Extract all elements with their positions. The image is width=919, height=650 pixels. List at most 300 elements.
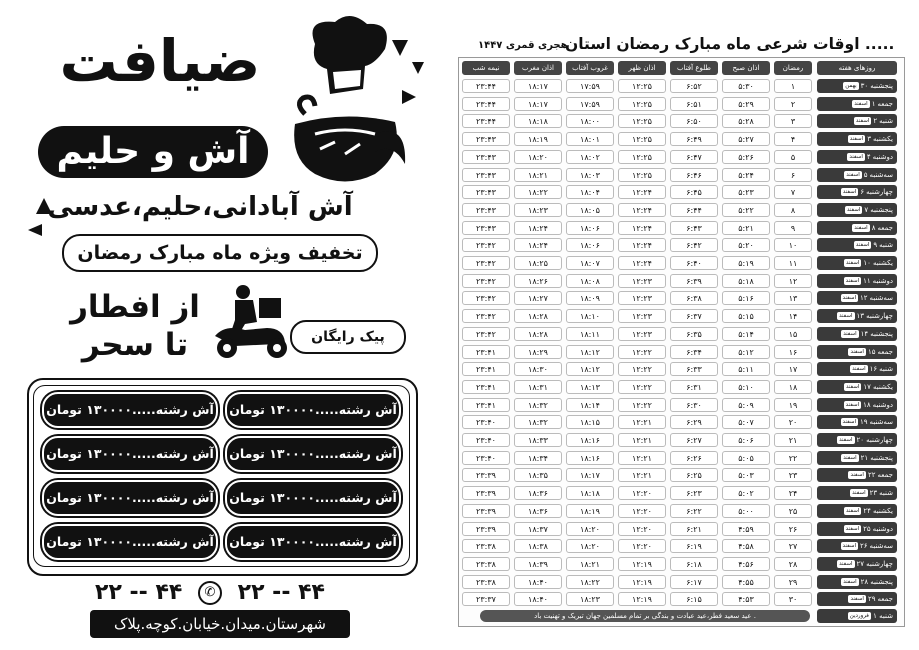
phone-number: ۲۲ -- ۴۴ [237, 580, 325, 605]
cell-weekday [817, 79, 897, 93]
cell-fajr: ۵:۱۶ [722, 291, 770, 305]
cell-day-num: ۳۰ [860, 82, 869, 90]
cell-sunset: ۱۸:۲۰ [566, 522, 614, 536]
cell-dhuhr: ۱۲:۲۵ [618, 150, 666, 164]
menu-price-item: آش رشته.....۱۳۰۰۰۰ تومان [42, 436, 218, 472]
cell-weekday [817, 238, 897, 252]
cell-sunset: ۱۸:۲۰ [566, 539, 614, 553]
cell-dhuhr: ۱۲:۲۱ [618, 451, 666, 465]
cell-fajr: ۵:۲۷ [722, 132, 770, 146]
cell-maghrib: ۱۸:۱۷ [514, 79, 562, 93]
cell-fajr: ۵:۲۳ [722, 185, 770, 199]
cell-fajr: ۵:۱۰ [722, 380, 770, 394]
cell-ramadan: ۸ [774, 203, 812, 217]
cell-month: اسفند [842, 419, 856, 425]
cell-day-name: چهارشنبه [866, 560, 893, 568]
cell-sunset: ۱۸:۱۰ [566, 309, 614, 323]
cell-sunset: ۱۸:۱۹ [566, 504, 614, 518]
cell-day-name: چهارشنبه [866, 188, 893, 196]
cell-dhuhr: ۱۲:۲۵ [618, 97, 666, 111]
cell-midnight: ۲۳:۴۳ [462, 132, 510, 146]
cell-midnight: ۲۳:۳۸ [462, 557, 510, 571]
cell-weekday [817, 274, 897, 288]
phone-number: ۲۲ -- ۴۴ [95, 580, 183, 605]
cell-midnight: ۲۳:۴۳ [462, 150, 510, 164]
cell-ramadan: ۲۹ [774, 575, 812, 589]
cell-month: اسفند [846, 172, 860, 178]
footer-day-cell [817, 609, 897, 623]
cell-sunset: ۱۸:۰۸ [566, 274, 614, 288]
cell-maghrib: ۱۸:۲۱ [514, 168, 562, 182]
cell-day-num: ۲۰ [856, 436, 865, 444]
cell-maghrib: ۱۸:۱۹ [514, 132, 562, 146]
cell-midnight: ۲۳:۴۰ [462, 451, 510, 465]
decor-triangle [412, 62, 424, 74]
cell-ramadan: ۳۰ [774, 592, 812, 606]
cell-dhuhr: ۱۲:۲۰ [618, 522, 666, 536]
cell-weekday [817, 468, 897, 482]
cell-month: اسفند [850, 472, 864, 478]
cell-dhuhr: ۱۲:۲۳ [618, 309, 666, 323]
cell-midnight: ۲۳:۴۱ [462, 345, 510, 359]
cell-sunrise: ۶:۴۲ [670, 238, 718, 252]
cell-weekday [817, 97, 897, 111]
cell-month: اسفند [846, 207, 861, 213]
cell-dhuhr: ۱۲:۲۲ [618, 398, 666, 412]
cell-weekday [817, 433, 897, 447]
cell-weekday [817, 575, 897, 589]
cell-month: بهمن [845, 83, 857, 89]
cell-dhuhr: ۱۲:۲۳ [618, 327, 666, 341]
cell-month: اسفند [845, 278, 860, 284]
cell-fajr: ۴:۵۸ [722, 539, 770, 553]
menu-price-item: آش رشته.....۱۳۰۰۰۰ تومان [225, 524, 401, 560]
cell-weekday [817, 309, 897, 323]
table-subtitle: ۱۴۴۷ هجری قمری [478, 40, 568, 51]
cell-midnight: ۲۳:۴۲ [462, 309, 510, 323]
cell-fajr: ۵:۰۵ [722, 451, 770, 465]
cell-maghrib: ۱۸:۴۰ [514, 592, 562, 606]
cell-month: اسفند [855, 242, 870, 248]
cell-dhuhr: ۱۲:۲۱ [618, 468, 666, 482]
cell-midnight: ۲۳:۴۳ [462, 203, 510, 217]
cell-day-name: شنبه [879, 241, 893, 249]
cell-fajr: ۵:۳۰ [722, 79, 770, 93]
cell-midnight: ۲۳:۴۰ [462, 433, 510, 447]
cell-sunrise: ۶:۱۸ [670, 557, 718, 571]
cell-day-num: ۱۳ [856, 312, 865, 320]
cell-midnight: ۲۳:۳۹ [462, 504, 510, 518]
cell-maghrib: ۱۸:۳۵ [514, 468, 562, 482]
cell-fajr: ۵:۰۷ [722, 415, 770, 429]
cell-sunrise: ۶:۳۱ [670, 380, 718, 394]
cell-day-name: پنجشنبه [870, 206, 893, 214]
cell-sunrise: ۶:۱۷ [670, 575, 718, 589]
cell-month: اسفند [845, 260, 860, 266]
cell-maghrib: ۱۸:۲۷ [514, 291, 562, 305]
cell-fajr: ۵:۱۲ [722, 345, 770, 359]
cell-sunrise: ۶:۳۸ [670, 291, 718, 305]
cell-month: اسفند [845, 526, 860, 532]
cell-maghrib: ۱۸:۳۲ [514, 415, 562, 429]
cell-midnight: ۲۳:۳۹ [462, 522, 510, 536]
footer-day-num: ۱ [873, 612, 877, 620]
cell-ramadan: ۱۸ [774, 380, 812, 394]
cell-dhuhr: ۱۲:۱۹ [618, 575, 666, 589]
cell-fajr: ۵:۲۰ [722, 238, 770, 252]
cell-month: اسفند [839, 437, 853, 443]
cell-day-name: یکشنبه [872, 507, 893, 515]
cell-fajr: ۵:۱۸ [722, 274, 770, 288]
cell-sunset: ۱۸:۰۶ [566, 221, 614, 235]
cell-dhuhr: ۱۲:۲۵ [618, 79, 666, 93]
cell-fajr: ۵:۰۳ [722, 468, 770, 482]
cell-sunset: ۱۸:۰۱ [566, 132, 614, 146]
cell-day-name: یکشنبه [872, 259, 893, 267]
cell-fajr: ۵:۰۰ [722, 504, 770, 518]
cell-sunrise: ۶:۳۹ [670, 274, 718, 288]
cell-day-num: ۲۴ [863, 507, 871, 515]
cell-dhuhr: ۱۲:۲۵ [618, 114, 666, 128]
decor-triangle [402, 90, 416, 104]
menu-price-item: آش رشته.....۱۳۰۰۰۰ تومان [225, 480, 401, 516]
cell-fajr: ۵:۰۹ [722, 398, 770, 412]
cell-ramadan: ۴ [774, 132, 812, 146]
cell-ramadan: ۲۳ [774, 468, 812, 482]
cell-day-name: سه‌شنبه [869, 171, 893, 179]
cell-midnight: ۲۳:۴۱ [462, 380, 510, 394]
cell-fajr: ۵:۲۹ [722, 97, 770, 111]
cell-month: اسفند [845, 508, 860, 514]
cell-day-num: ۱۶ [869, 365, 878, 373]
footer-month: فروردین [849, 613, 869, 619]
cell-midnight: ۲۳:۴۳ [462, 221, 510, 235]
cell-sunrise: ۶:۱۹ [670, 539, 718, 553]
cell-sunset: ۱۸:۱۲ [566, 345, 614, 359]
cell-midnight: ۲۳:۴۰ [462, 415, 510, 429]
cell-weekday [817, 415, 897, 429]
cell-maghrib: ۱۸:۳۶ [514, 504, 562, 518]
cell-sunrise: ۶:۳۰ [670, 398, 718, 412]
cell-day-num: ۶ [860, 188, 865, 196]
cell-month: اسفند [845, 384, 860, 390]
cell-day-name: دوشنبه [872, 525, 893, 533]
cell-weekday [817, 451, 897, 465]
cell-weekday [817, 380, 897, 394]
cell-month: اسفند [839, 561, 853, 567]
cell-day-num: ۱۹ [860, 418, 868, 426]
cell-ramadan: ۷ [774, 185, 812, 199]
cell-dhuhr: ۱۲:۲۲ [618, 362, 666, 376]
cell-sunset: ۱۸:۰۵ [566, 203, 614, 217]
cell-ramadan: ۵ [774, 150, 812, 164]
header-weekday: روزهای هفته [817, 61, 897, 75]
cell-dhuhr: ۱۲:۲۵ [618, 132, 666, 146]
cell-sunset: ۱۸:۰۳ [566, 168, 614, 182]
cell-midnight: ۲۳:۴۴ [462, 114, 510, 128]
cell-sunset: ۱۸:۱۱ [566, 327, 614, 341]
cell-weekday [817, 504, 897, 518]
cell-midnight: ۲۳:۴۲ [462, 256, 510, 270]
cell-ramadan: ۱۱ [774, 256, 812, 270]
cell-maghrib: ۱۸:۲۴ [514, 238, 562, 252]
cell-day-num: ۹ [873, 241, 878, 249]
cell-day-num: ۱۵ [867, 348, 876, 356]
cell-weekday [817, 168, 897, 182]
cell-midnight: ۲۳:۴۱ [462, 362, 510, 376]
cell-ramadan: ۳ [774, 114, 812, 128]
cell-day-name: چهارشنبه [866, 436, 893, 444]
cell-dhuhr: ۱۲:۲۰ [618, 539, 666, 553]
phone-icon: ✆ [198, 581, 222, 605]
cell-day-name: سه‌شنبه [869, 542, 893, 550]
cell-dhuhr: ۱۲:۲۴ [618, 256, 666, 270]
cell-weekday [817, 345, 897, 359]
cell-day-num: ۵ [863, 171, 868, 179]
phone-numbers [60, 580, 360, 605]
cell-midnight: ۲۳:۴۳ [462, 168, 510, 182]
cell-month: اسفند [854, 225, 868, 231]
cell-sunrise: ۶:۲۵ [670, 468, 718, 482]
cell-day-num: ۴ [866, 153, 871, 161]
discount-banner: تخفیف ویژه ماه مبارک رمضان [62, 234, 378, 272]
cell-sunrise: ۶:۱۵ [670, 592, 718, 606]
cell-day-name: جمعه [877, 348, 893, 356]
cell-midnight: ۲۳:۴۲ [462, 238, 510, 252]
cell-fajr: ۵:۱۱ [722, 362, 770, 376]
menu-price-item: آش رشته.....۱۳۰۰۰۰ تومان [42, 480, 218, 516]
cell-midnight: ۲۳:۴۲ [462, 291, 510, 305]
cell-sunrise: ۶:۴۰ [670, 256, 718, 270]
cell-ramadan: ۲۵ [774, 504, 812, 518]
cell-dhuhr: ۱۲:۲۴ [618, 185, 666, 199]
cell-ramadan: ۱۰ [774, 238, 812, 252]
cell-maghrib: ۱۸:۲۸ [514, 327, 562, 341]
cell-ramadan: ۲ [774, 97, 812, 111]
cell-day-name: پنجشنبه [870, 330, 893, 338]
cell-weekday [817, 185, 897, 199]
cell-day-name: جمعه [877, 224, 893, 232]
cell-dhuhr: ۱۲:۲۴ [618, 203, 666, 217]
menu-price-item: آش رشته.....۱۳۰۰۰۰ تومان [225, 392, 401, 428]
cell-dhuhr: ۱۲:۲۲ [618, 345, 666, 359]
cell-day-num: ۱۰ [863, 259, 871, 267]
cell-dhuhr: ۱۲:۲۰ [618, 504, 666, 518]
cell-ramadan: ۲۱ [774, 433, 812, 447]
cell-month: اسفند [845, 402, 860, 408]
cell-fajr: ۵:۰۲ [722, 486, 770, 500]
cell-sunrise: ۶:۴۷ [670, 150, 718, 164]
cell-month: اسفند [852, 490, 866, 496]
header-sunset: غروب آفتاب [566, 61, 614, 75]
cell-day-num: ۲۹ [867, 595, 876, 603]
cell-ramadan: ۲۷ [774, 539, 812, 553]
cell-day-num: ۱ [871, 100, 876, 108]
cell-sunrise: ۶:۲۹ [670, 415, 718, 429]
decor-triangle [28, 224, 42, 236]
cell-weekday [817, 327, 897, 341]
cell-ramadan: ۱۳ [774, 291, 812, 305]
hours-line-2: تا سحر [81, 327, 189, 363]
cell-sunrise: ۶:۵۰ [670, 114, 718, 128]
cell-sunset: ۱۸:۰۹ [566, 291, 614, 305]
cell-day-num: ۲۲ [867, 471, 876, 479]
cell-fajr: ۵:۲۴ [722, 168, 770, 182]
header-dhuhr: اذان ظهر [618, 61, 666, 75]
cell-maghrib: ۱۸:۲۲ [514, 185, 562, 199]
cell-dhuhr: ۱۲:۲۲ [618, 380, 666, 394]
brand-title: ضیافت [59, 27, 261, 95]
cell-month: اسفند [842, 189, 857, 195]
cell-fajr: ۵:۲۱ [722, 221, 770, 235]
product-badge: آش و حلیم [38, 126, 268, 178]
cell-fajr: ۴:۵۹ [722, 522, 770, 536]
cell-day-name: جمعه [877, 595, 893, 603]
cell-maghrib: ۱۸:۲۹ [514, 345, 562, 359]
cell-day-name: جمعه [877, 100, 893, 108]
cell-ramadan: ۱۶ [774, 345, 812, 359]
cell-day-num: ۲۸ [860, 578, 869, 586]
cell-month: اسفند [843, 579, 857, 585]
cell-month: اسفند [855, 118, 870, 124]
cell-midnight: ۲۳:۴۴ [462, 79, 510, 93]
cell-sunrise: ۶:۲۳ [670, 486, 718, 500]
cell-day-name: چهارشنبه [866, 312, 893, 320]
cell-sunset: ۱۸:۱۵ [566, 415, 614, 429]
cell-maghrib: ۱۸:۳۰ [514, 362, 562, 376]
cell-maghrib: ۱۸:۱۸ [514, 114, 562, 128]
cell-midnight: ۲۳:۳۹ [462, 468, 510, 482]
cell-weekday [817, 256, 897, 270]
cell-sunrise: ۶:۳۷ [670, 309, 718, 323]
cell-dhuhr: ۱۲:۲۴ [618, 238, 666, 252]
header-midnight: نیمه شب [462, 61, 510, 75]
cell-day-num: ۳ [867, 135, 871, 143]
cell-maghrib: ۱۸:۳۸ [514, 539, 562, 553]
menu-price-item: آش رشته.....۱۳۰۰۰۰ تومان [42, 392, 218, 428]
cell-maghrib: ۱۸:۳۴ [514, 451, 562, 465]
cell-sunset: ۱۸:۰۰ [566, 114, 614, 128]
cell-ramadan: ۱۴ [774, 309, 812, 323]
cell-dhuhr: ۱۲:۲۱ [618, 433, 666, 447]
cell-sunrise: ۶:۵۱ [670, 97, 718, 111]
cell-maghrib: ۱۸:۲۳ [514, 203, 562, 217]
cell-sunset: ۱۸:۰۷ [566, 256, 614, 270]
cell-month: اسفند [850, 349, 864, 355]
cell-ramadan: ۲۸ [774, 557, 812, 571]
cell-day-name: دوشنبه [872, 401, 893, 409]
cell-fajr: ۵:۱۴ [722, 327, 770, 341]
cell-day-name: شنبه [879, 489, 893, 497]
header-fajr: اذان صبح [722, 61, 770, 75]
cell-sunset: ۱۸:۱۴ [566, 398, 614, 412]
cell-sunset: ۱۷:۵۹ [566, 97, 614, 111]
cell-maghrib: ۱۸:۱۷ [514, 97, 562, 111]
cell-day-name: سه‌شنبه [869, 294, 893, 302]
cell-month: اسفند [854, 101, 868, 107]
cell-dhuhr: ۱۲:۲۴ [618, 221, 666, 235]
cell-midnight: ۲۳:۴۲ [462, 327, 510, 341]
cell-fajr: ۵:۲۸ [722, 114, 770, 128]
cell-month: اسفند [850, 596, 864, 602]
cell-sunset: ۱۸:۱۸ [566, 486, 614, 500]
cell-sunrise: ۶:۳۴ [670, 345, 718, 359]
cell-day-name: شنبه [879, 365, 893, 373]
cell-sunrise: ۶:۴۹ [670, 132, 718, 146]
header-sunrise: طلوع آفتاب [670, 61, 718, 75]
cell-sunset: ۱۸:۲۳ [566, 592, 614, 606]
cell-midnight: ۲۳:۴۱ [462, 398, 510, 412]
cell-maghrib: ۱۸:۳۹ [514, 557, 562, 571]
cell-day-name: دوشنبه [872, 277, 893, 285]
cell-ramadan: ۹ [774, 221, 812, 235]
cell-ramadan: ۲۰ [774, 415, 812, 429]
cell-maghrib: ۱۸:۲۶ [514, 274, 562, 288]
cell-dhuhr: ۱۲:۲۵ [618, 168, 666, 182]
cell-weekday [817, 592, 897, 606]
cell-sunset: ۱۸:۰۴ [566, 185, 614, 199]
cell-weekday [817, 539, 897, 553]
cell-sunset: ۱۸:۱۳ [566, 380, 614, 394]
cell-midnight: ۲۳:۳۷ [462, 592, 510, 606]
cell-weekday [817, 557, 897, 571]
cell-sunrise: ۶:۲۱ [670, 522, 718, 536]
menu-items-line: آش آبادانی،حلیم،عدسی [47, 192, 353, 222]
cell-month: اسفند [843, 331, 857, 337]
cell-ramadan: ۲۶ [774, 522, 812, 536]
cell-ramadan: ۱۹ [774, 398, 812, 412]
cell-month: اسفند [842, 295, 856, 301]
cell-day-num: ۲۷ [856, 560, 865, 568]
cell-weekday [817, 362, 897, 376]
cell-sunrise: ۶:۴۳ [670, 221, 718, 235]
free-delivery-badge: پیک رایگان [290, 320, 406, 354]
cell-maghrib: ۱۸:۲۵ [514, 256, 562, 270]
footer-day-name: شنبه [879, 612, 893, 620]
cell-midnight: ۲۳:۴۳ [462, 185, 510, 199]
cell-sunrise: ۶:۲۶ [670, 451, 718, 465]
cell-dhuhr: ۱۲:۱۹ [618, 592, 666, 606]
cell-day-name: شنبه [879, 117, 893, 125]
cell-sunrise: ۶:۴۴ [670, 203, 718, 217]
cell-fajr: ۴:۵۶ [722, 557, 770, 571]
cell-dhuhr: ۱۲:۱۹ [618, 557, 666, 571]
cell-dhuhr: ۱۲:۲۱ [618, 415, 666, 429]
cell-weekday [817, 486, 897, 500]
eid-greeting: عید سعید فطر،عید عبادت و بندگی بر تمام مسلمین جهان تبریک و تهنیت باد . [480, 610, 810, 622]
cell-month: اسفند [852, 366, 866, 372]
cell-sunrise: ۶:۳۳ [670, 362, 718, 376]
address-bar: شهرستان.میدان.خیابان.کوچه.پلاک [90, 610, 350, 638]
cell-sunset: ۱۸:۱۲ [566, 362, 614, 376]
cell-day-name: جمعه [877, 471, 893, 479]
cell-fajr: ۴:۵۳ [722, 592, 770, 606]
cell-sunset: ۱۸:۱۷ [566, 468, 614, 482]
cell-weekday [817, 203, 897, 217]
cell-weekday [817, 150, 897, 164]
cell-midnight: ۲۳:۳۸ [462, 575, 510, 589]
cell-day-name: پنجشنبه [870, 82, 893, 90]
cell-sunset: ۱۸:۱۶ [566, 433, 614, 447]
cell-ramadan: ۲۲ [774, 451, 812, 465]
cell-fajr: ۵:۱۹ [722, 256, 770, 270]
cell-day-num: ۱۸ [863, 401, 871, 409]
cell-midnight: ۲۳:۳۹ [462, 486, 510, 500]
cell-sunrise: ۶:۲۲ [670, 504, 718, 518]
cell-day-num: ۲ [873, 117, 878, 125]
table-title: اوقات شرعی ماه مبارک رمضان استان ..... [565, 35, 895, 53]
cell-ramadan: ۱ [774, 79, 812, 93]
